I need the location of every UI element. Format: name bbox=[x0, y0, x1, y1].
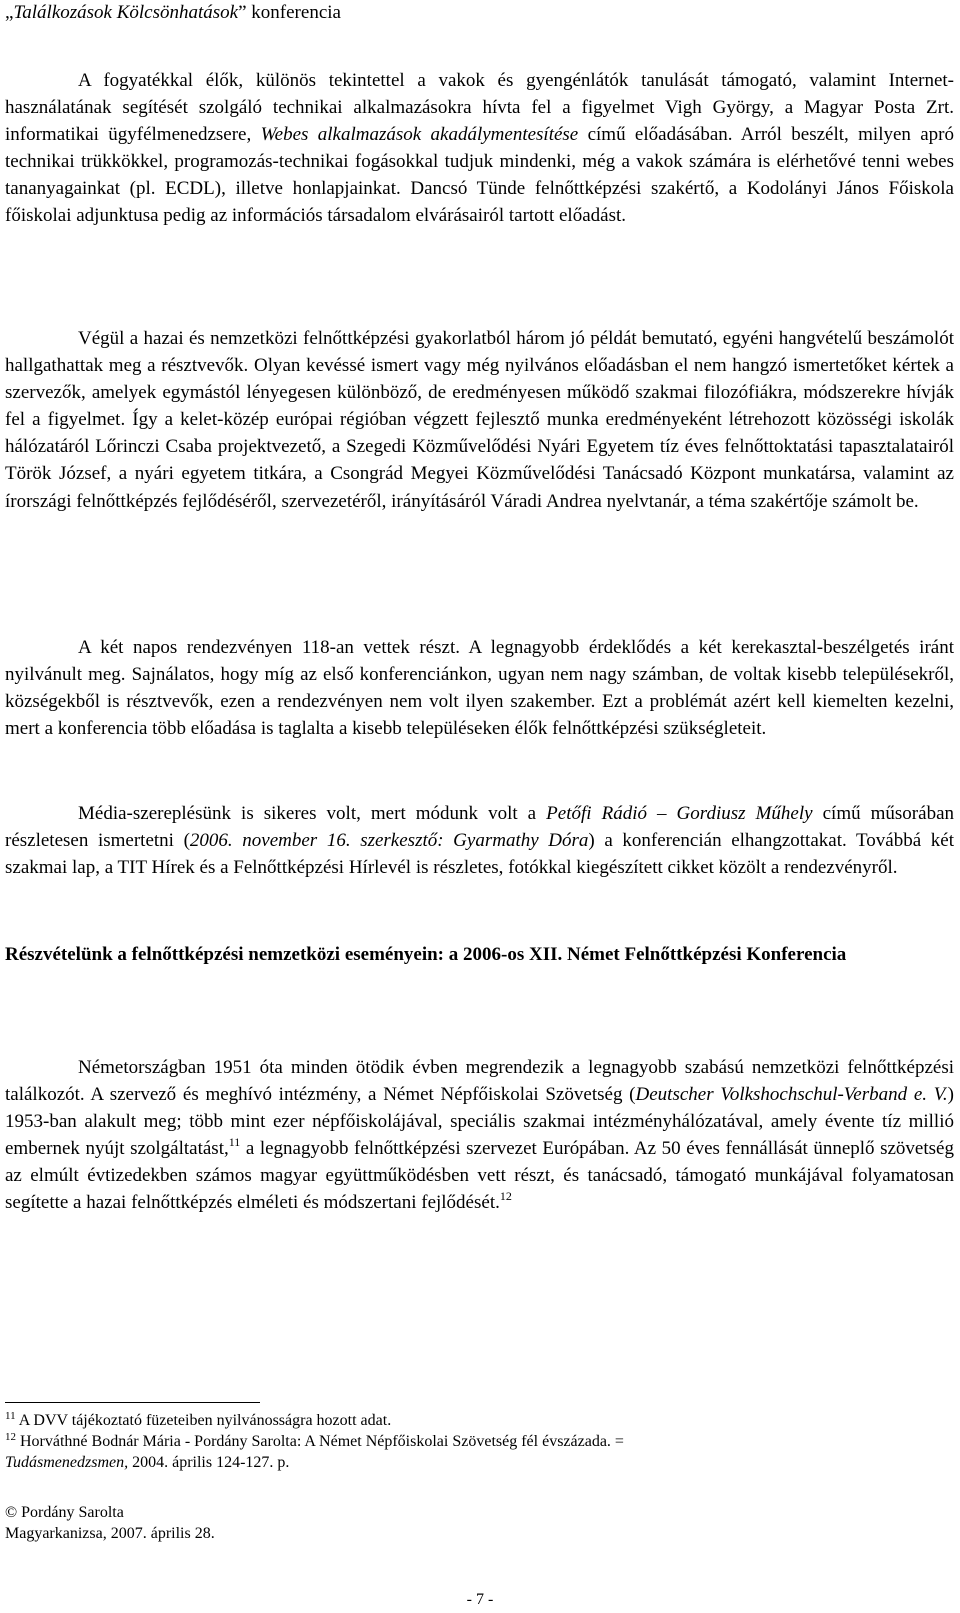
paragraph-text: A két napos rendezvényen 118-an vettek részt. A legnagyobb érdeklődés a két kerekasztal-beszélgetés iránt nyilvánult meg. Sajnálatos, hogy míg az első konferenciánkon, ugyan nem nagy számban, de voltak kisebb településekről, községekből is résztvevők, ezen a rendezvényen nem volt ilyen szakember. Ezt a problémát azért kell kiemelten kezelni, mert a konferencia több előadása is taglalta a kisebb településeken élők felnőttképzési szükségleteit. bbox=[5, 637, 954, 740]
lecture-title: Webes alkalmazások akadálymentesítése bbox=[260, 124, 579, 146]
page-number: - 7 - bbox=[466, 1591, 494, 1608]
paragraph-text: Németországban 1951 óta minden ötödik évben megrendezik a legnagyobb szabású nemzetközi felnőttképzési találkozót. A szervező és meghívó intézmény, a Német Népfőiskolai Szövetség ( bbox=[5, 1057, 954, 1106]
paragraph-german-conference bbox=[5, 1054, 954, 1217]
header-title-italic: Találkozások Kölcsönhatások bbox=[13, 2, 239, 23]
header-close-quote: ” bbox=[238, 2, 247, 23]
paragraph-text: Média-szereplésünk is sikeres volt, mert módunk volt a bbox=[78, 803, 547, 824]
footnote-number: 12 bbox=[5, 1431, 16, 1443]
footnote-separator bbox=[5, 1402, 260, 1403]
running-header bbox=[5, 1, 341, 25]
footnote-journal: Tudásmenedzsmen, bbox=[5, 1454, 129, 1471]
footnote-number: 11 bbox=[5, 1410, 16, 1422]
paragraph-attendance bbox=[5, 634, 954, 742]
footnote-text: A DVV tájékoztató füzeteiben nyilvánosságra hozott adat. bbox=[15, 1412, 392, 1429]
paragraph-text: Végül a hazai és nemzetközi felnőttképzési gyakorlatból három jó példát bemutató, egyéni hangvételű beszámolót hallgathattak meg a résztvevők. Olyan kevéssé ismert vagy még nyilvános előadásban el nem hangzó ismertetőket kértek a szervezők, amelyek egymástól lényegesen különböző, de eredményesen működő szakmai filozófiákra, módszerekre hívják fel a figyelmet. Így a kelet-közép európai régióban végzett fejlesztő munka eredményeként létrehozott közösségi iskolák hálózatáról Lőrinczi Csaba projektvezető, a Szegedi Közművelődési Nyári Egyetem tíz éves felnőttoktatási tapasztalatairól Török József, a nyári egyetem titkára, a Csongrád Megyei Közművelődési Tanácsadó Központ munkatársa, valamint az írországi felnőttképzés fejlődéséről, szervezetéről, irányításáról Váradi Andrea nyelvtanár, a téma szakértője számolt be. bbox=[5, 328, 954, 512]
broadcast-details: 2006. november 16. szerkesztő: Gyarmathy Dóra bbox=[189, 830, 589, 852]
signature-block bbox=[5, 1502, 215, 1544]
footnote-ref-12[interactable]: 12 bbox=[499, 1189, 512, 1204]
organization-name: Deutscher Volkshochschul-Verband e. V. bbox=[635, 1084, 948, 1106]
paragraph-media bbox=[5, 800, 954, 881]
paragraph-text: ) 1953-ban alakult meg; több mint ezer népfőiskolájával, speciális szakmai intézményhálózatával, amely évente tíz millió embernek nyújt szolgáltatást, bbox=[5, 1084, 954, 1160]
paragraph-text: ) a konferencián elhangzottakat. Továbbá két szakmai lap, a TIT Hírek és a Felnőttképzési Hírlevél is részletes, fotókkal kiegészített cikket közölt a rendezvényről. bbox=[5, 830, 954, 879]
radio-show-title: Petőfi Rádió – Gordiusz Műhely bbox=[546, 803, 813, 824]
paragraph-text: A fogyatékkal élők, különös tekintettel a vakok és gyengénlátók tanulását támogató, valamint Internet-használatának segítését szolgáló technikai alkalmazásokra hívta fel a figyelmet Vigh György, a Magyar Posta Zrt. informatikai ügyfélmenedzsere, bbox=[5, 70, 954, 146]
paragraph-text: című előadásában. Arról beszélt, milyen apró technikai trükkökkel, programozás-technikai fogásokkal tudjuk mindenki, még a vakok számára is elérhetővé tenni webes tananyagainkat (pl. ECDL), illetve honlapjainkat. Dancsó Tünde felnőttképzési szakértő, a Kodolányi János Főiskola főiskolai adjunktusa pedig az információs társadalom elvárásairól tartott előadást. bbox=[5, 124, 955, 227]
paragraph-text: a legnagyobb felnőttképzési szervezet Európában. Az 50 éves fennállását ünneplő szövetség az elmúlt évtizedekben számos magyar együttműködésben vett részt, és tanácsadó, támogató munkájával folyamatosan segítette a hazai felnőttképzés elméleti és módszertani fejlődését. bbox=[5, 1138, 954, 1214]
header-title-suffix: konferencia bbox=[246, 2, 341, 23]
footnote-text: 2004. április 124-127. p. bbox=[128, 1454, 290, 1471]
copyright-line: © Pordány Sarolta bbox=[5, 1504, 124, 1521]
header-open-quote: „ bbox=[5, 2, 14, 23]
footnote-text: Horváthné Bodnár Mária - Pordány Sarolta: A Német Népfőiskolai Szövetség fél évszázada. = bbox=[16, 1433, 624, 1450]
footnote-ref-11[interactable]: 11 bbox=[228, 1135, 241, 1150]
footnote-12 bbox=[5, 1431, 954, 1473]
footnote-11 bbox=[5, 1410, 954, 1431]
place-date-line: Magyarkanizsa, 2007. április 28. bbox=[5, 1525, 215, 1542]
paragraph-accessibility bbox=[5, 67, 954, 230]
footnotes bbox=[5, 1410, 954, 1473]
paragraph-good-practices bbox=[5, 325, 954, 515]
section-heading: Részvételünk a felnőttképzési nemzetközi eseményein: a 2006-os XII. Német Felnőttképzési Konferencia bbox=[5, 944, 847, 965]
paragraph-text: című műsorában részletesen ismertetni ( bbox=[5, 803, 955, 852]
